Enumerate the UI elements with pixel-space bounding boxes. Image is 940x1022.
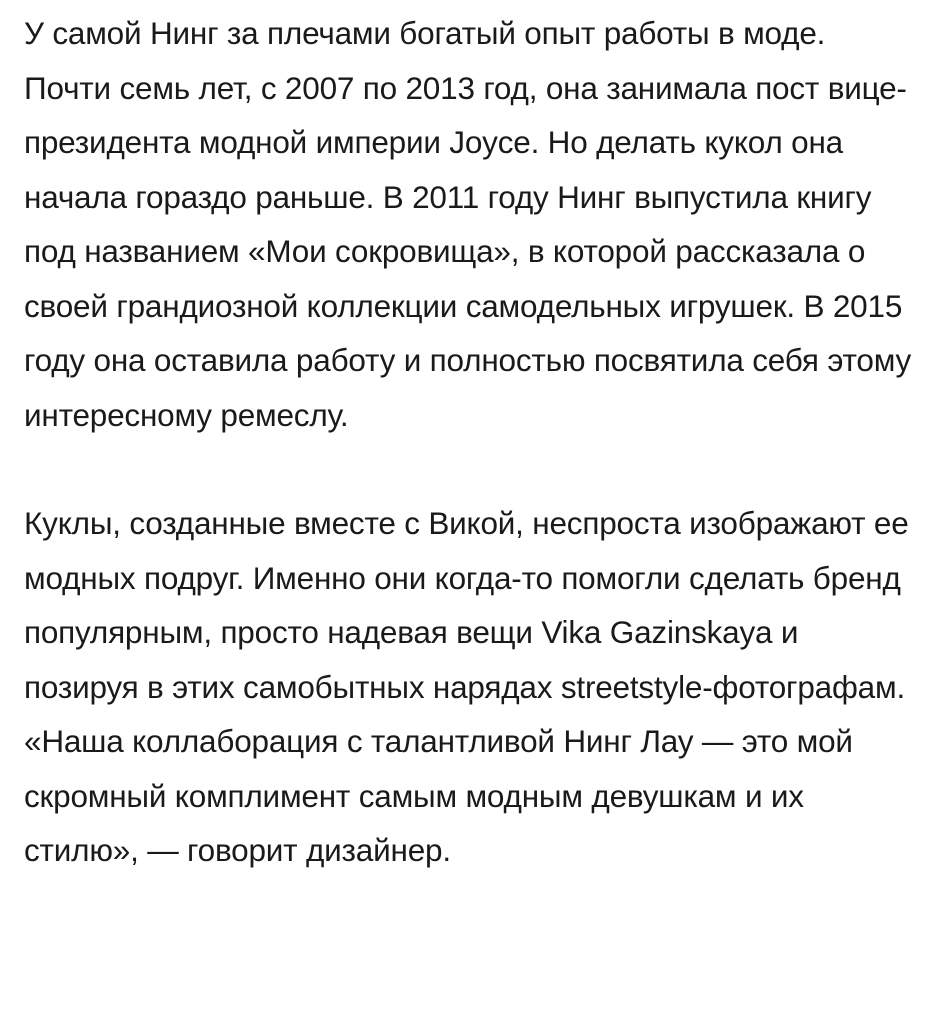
article-paragraph: Куклы, созданные вместе с Викой, неспроста изображают ее модных подруг. Именно они когда-то помогли сделать бренд популярным, просто надевая вещи Vika Gazinskaya и позируя в этих самобытных нарядах streetstyle-фотографам. «Наша коллаборация с талантливой Нинг Лау — это мой скромный комплимент самым модным девушкам и их стилю», — говорит дизайнер. <box>24 505 909 868</box>
article-paragraph: У самой Нинг за плечами богатый опыт работы в моде. Почти семь лет, с 2007 по 2013 год, она занимала пост вице-президента модной империи Joyce. Но делать кукол она начала гораздо раньше. В 2011 году Нинг выпустила книгу под названием «Мои сокровища», в которой рассказала о своей грандиозной коллекции самодельных игрушек. В 2015 году она оставила работу и полностью посвятила себя этому интересному ремеслу. <box>24 15 912 433</box>
